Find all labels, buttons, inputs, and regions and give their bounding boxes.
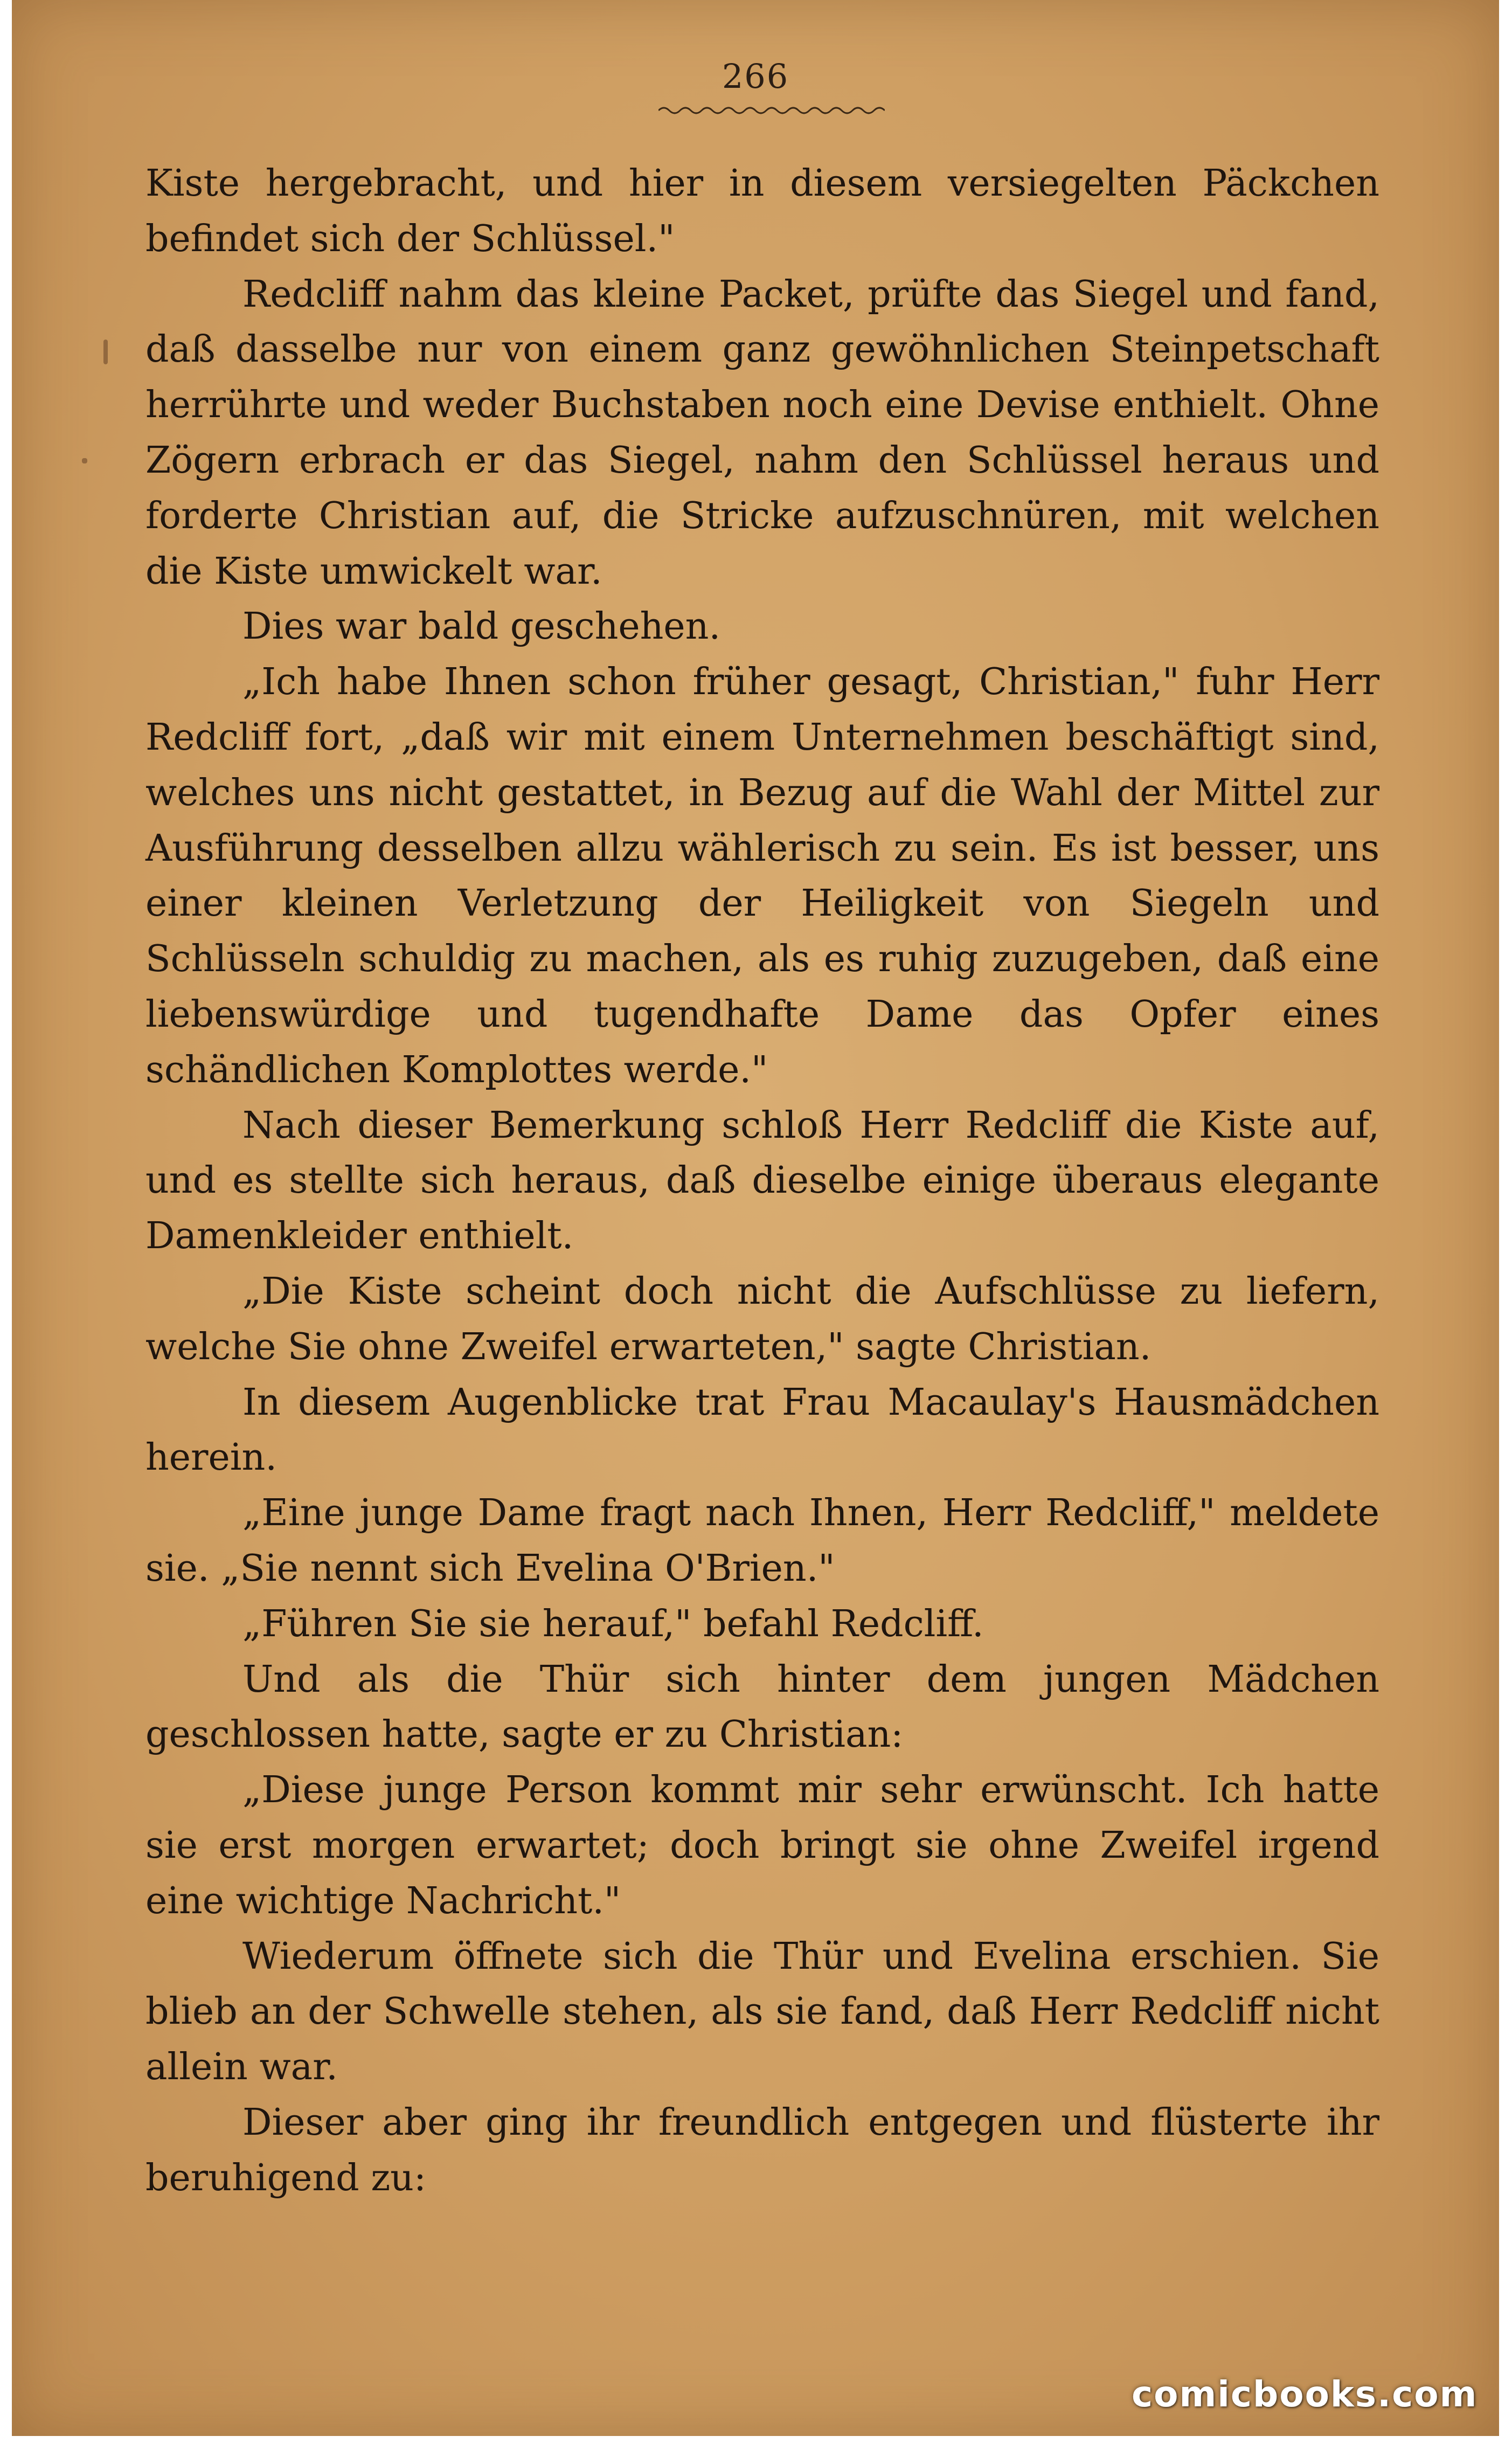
paragraph: Und als die Thür sich hinter dem jungen Mädchen geschlossen hatte, sagte er zu Christian:	[145, 1658, 1379, 1756]
paragraph: Wiederum öffnete sich die Thür und Evelina erschien. Sie blieb an der Schwelle stehen, als sie fand, daß Herr Redcliff nicht allein war.	[145, 1935, 1379, 2089]
page-number-ornament	[658, 102, 885, 119]
paragraph: Dies war bald geschehen.	[242, 605, 721, 648]
paragraph: Dieser aber ging ihr freundlich entgegen und flüsterte ihr beruhigend zu:	[145, 2101, 1379, 2199]
paragraph: „Diese junge Person kommt mir sehr erwünscht. Ich hatte sie erst morgen erwartet; doch bringt sie ohne Zweifel irgend eine wichtige Nachricht."	[145, 1769, 1379, 1922]
paragraph: „Eine junge Dame fragt nach Ihnen, Herr Redcliff," meldete sie. „Sie nennt sich Evelina O'Brien."	[145, 1492, 1379, 1590]
margin-mark	[103, 340, 108, 364]
paragraph: Kiste hergebracht, und hier in diesem versiegelten Päckchen befindet sich der Schlüssel."	[145, 162, 1379, 260]
paragraph: „Die Kiste scheint doch nicht die Aufschlüsse zu liefern, welche Sie ohne Zweifel erwarteten," sagte Christian.	[145, 1270, 1379, 1368]
page-number: 266	[722, 57, 789, 96]
paragraph: Redcliff nahm das kleine Packet, prüfte das Siegel und fand, daß dasselbe nur von einem ganz gewöhnlichen Steinpetschaft herrührte und weder Buchstaben noch eine Devise enthielt. Ohne Zögern erbrach er das Siegel, nahm den Schlüssel heraus und forderte Christian auf, die Stricke aufzuschnüren, mit welchen die Kiste umwickelt war.	[145, 273, 1379, 593]
watermark: comicbooks.com	[1132, 2373, 1478, 2415]
body-text	[145, 156, 1379, 2206]
paragraph: „Ich habe Ihnen schon früher gesagt, Christian," fuhr Herr Redcliff fort, „daß wir mit einem Unternehmen beschäftigt sind, welches uns nicht gestattet, in Bezug auf die Wahl der Mittel zur Ausführung desselben allzu wählerisch zu sein. Es ist besser, uns einer kleinen Verletzung der Heiligkeit von Siegeln und Schlüsseln schuldig zu machen, als es ruhig zuzugeben, daß eine liebenswürdige und tugendhafte Dame das Opfer eines schändlichen Komplottes werde."	[145, 661, 1379, 1091]
paragraph: Nach dieser Bemerkung schloß Herr Redcliff die Kiste auf, und es stellte sich heraus, daß dieselbe einige überaus elegante Damenkleider enthielt.	[145, 1104, 1379, 1258]
paragraph: „Führen Sie sie herauf," befahl Redcliff.	[242, 1602, 984, 1645]
book-page	[12, 0, 1499, 2436]
paragraph: In diesem Augenblicke trat Frau Macaulay's Hausmädchen herein.	[145, 1381, 1379, 1479]
margin-mark	[82, 458, 87, 463]
